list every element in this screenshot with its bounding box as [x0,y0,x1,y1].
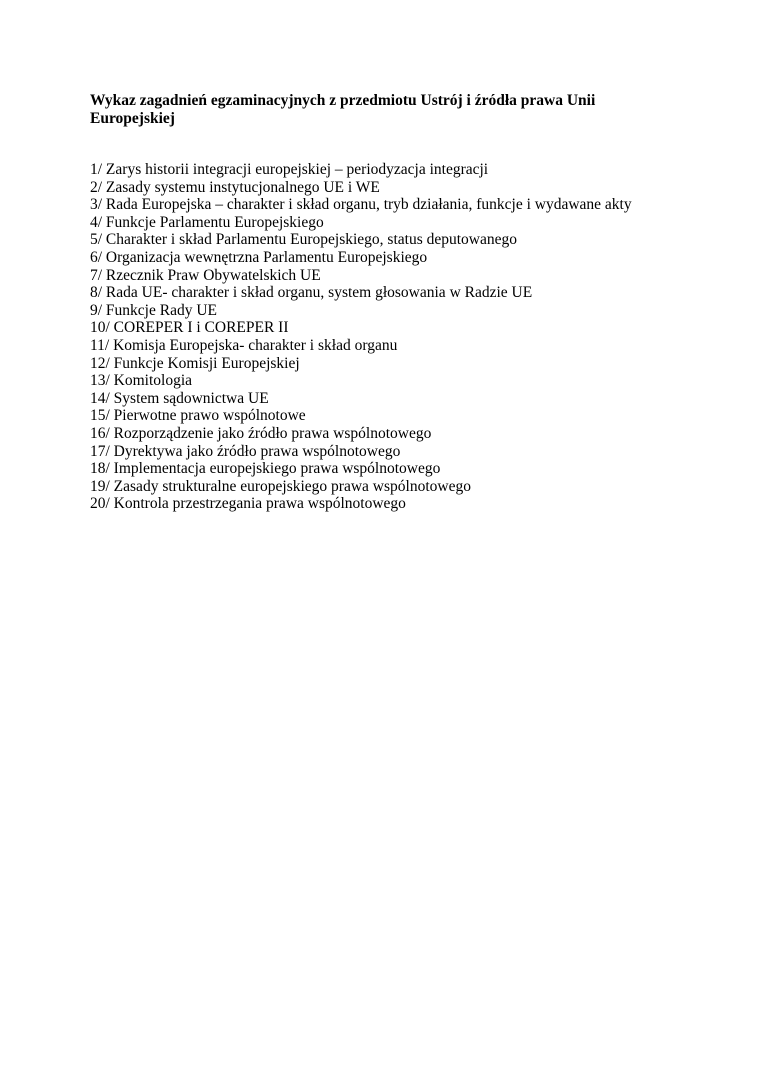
topic-item: 9/ Funkcje Rady UE [90,301,217,319]
topic-item: 2/ Zasady systemu instytucjonalnego UE i WE [90,178,380,196]
topic-item: 3/ Rada Europejska – charakter i skład organu, tryb działania, funkcje i wydawane akty [90,196,632,214]
topic-item: 20/ Kontrola przestrzegania prawa wspólnotowego [90,495,406,513]
topic-item: 7/ Rzecznik Praw Obywatelskich UE [90,266,321,284]
document-title: Wykaz zagadnień egzaminacyjnych z przedmiotu Ustrój i źródła prawa Unii Europejskiej [90,92,596,127]
topic-item: 4/ Funkcje Parlamentu Europejskiego [90,213,324,231]
topic-item: 19/ Zasady strukturalne europejskiego prawa wspólnotowego [90,477,471,495]
topic-item: 15/ Pierwotne prawo wspólnotowe [90,407,306,425]
topic-item: 13/ Komitologia [90,372,193,390]
topic-item: 6/ Organizacja wewnętrzna Parlamentu Europejskiego [90,248,428,266]
topic-item: 11/ Komisja Europejska- charakter i skład organu [90,336,398,354]
topic-item: 5/ Charakter i skład Parlamentu Europejskiego, status deputowanego [90,231,518,249]
topic-item: 1/ Zarys historii integracji europejskiej – periodyzacja integracji [90,161,489,178]
topic-item: 14/ System sądownictwa UE [90,389,269,407]
topic-item: 10/ COREPER I i COREPER II [90,319,289,337]
topic-item: 18/ Implementacja europejskiego prawa wspólnotowego [90,460,441,478]
topic-item: 12/ Funkcje Komisji Europejskiej [90,354,300,372]
topic-item: 17/ Dyrektywa jako źródło prawa wspólnotowego [90,442,401,460]
topic-item: 16/ Rozporządzenie jako źródło prawa wspólnotowego [90,424,432,442]
topic-list [90,161,710,513]
topic-item: 8/ Rada UE- charakter i skład organu, system głosowania w Radzie UE [90,284,533,302]
